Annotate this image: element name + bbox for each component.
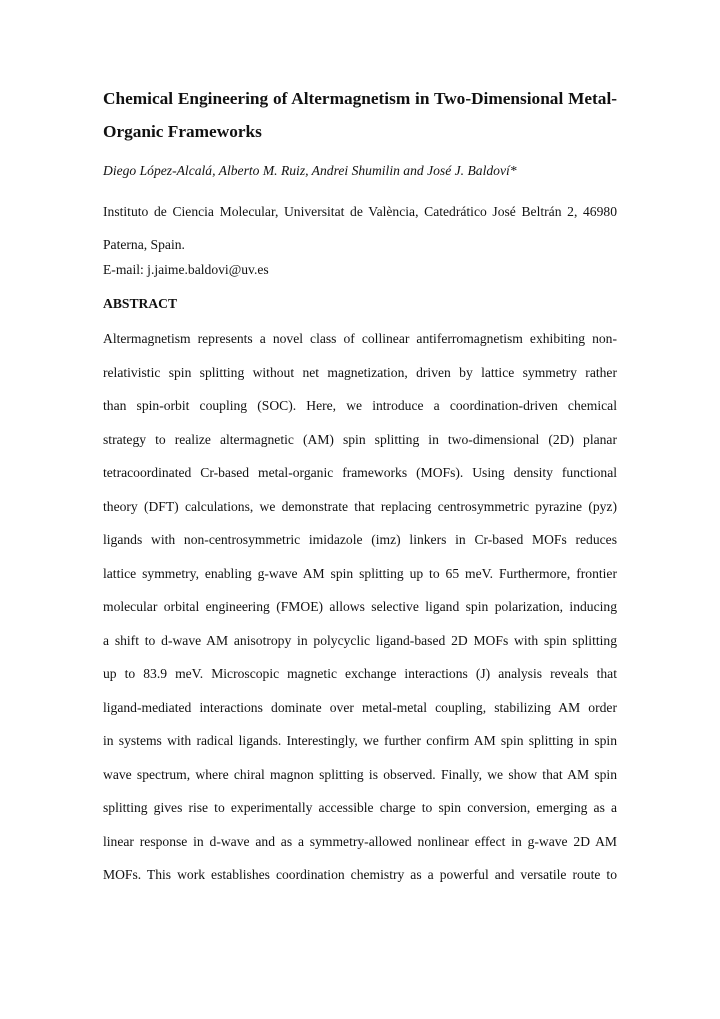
abstract-line: MOFs. This work establishes coordination chemistry as a powerful and versatile route to (103, 867, 617, 882)
abstract-line: tetracoordinated Cr-based metal-organic frameworks (MOFs). Using density functional (103, 465, 617, 480)
title-line: Chemical Engineering of Altermagnetism in Two-Dimensional Metal- (103, 89, 617, 108)
abstract-line: than spin-orbit coupling (SOC). Here, we introduce a coordination-driven chemical (103, 398, 617, 413)
abstract-line: lattice symmetry, enabling g-wave AM spin splitting up to 65 meV. Furthermore, frontier (103, 565, 617, 581)
abstract-line: a shift to d-wave AM anisotropy in polycyclic ligand-based 2D MOFs with spin splitting (103, 632, 617, 648)
paper-title (103, 82, 617, 148)
abstract-heading: ABSTRACT (103, 296, 178, 311)
abstract-line: linear response in d-wave and as a symmetry-allowed nonlinear effect in g-wave 2D AM (103, 833, 617, 849)
affiliation-line: Paterna, Spain. (103, 237, 185, 252)
abstract-line: strategy to realize altermagnetic (AM) spin splitting in two-dimensional (2D) planar (103, 431, 617, 447)
abstract-line: splitting gives rise to experimentally accessible charge to spin conversion, emerging as a (103, 800, 617, 815)
abstract-line: theory (DFT) calculations, we demonstrate that replacing centrosymmetric pyrazine (pyz) (103, 498, 617, 514)
contact-email: E-mail: j.jaime.baldovi@uv.es (103, 262, 269, 277)
abstract-line: wave spectrum, where chiral magnon splitting is observed. Finally, we show that AM spin (103, 766, 617, 782)
abstract-line: relativistic spin splitting without net magnetization, driven by lattice symmetry rather (103, 364, 617, 380)
abstract-body (103, 327, 617, 897)
author-list: Diego López-Alcalá, Alberto M. Ruiz, Andrei Shumilin and José J. Baldoví* (103, 163, 517, 178)
abstract-line: up to 83.9 meV. Microscopic magnetic exchange interactions (J) analysis reveals that (103, 666, 617, 681)
abstract-line: in systems with radical ligands. Interestingly, we further confirm AM spin splitting in spin (103, 733, 617, 748)
affiliation-line: Instituto de Ciencia Molecular, Universitat de València, Catedrático José Beltrán 2, 46980 (103, 204, 617, 219)
abstract-line: ligands with non-centrosymmetric imidazole (imz) linkers in Cr-based MOFs reduces (103, 532, 617, 547)
abstract-line: Altermagnetism represents a novel class of collinear antiferromagnetism exhibiting non- (103, 331, 617, 346)
title-line: Organic Frameworks (103, 122, 262, 141)
abstract-line: ligand-mediated interactions dominate over metal-metal coupling, stabilizing AM order (103, 699, 617, 715)
abstract-line: molecular orbital engineering (FMOE) allows selective ligand spin polarization, inducing (103, 599, 617, 614)
affiliation (103, 195, 617, 261)
